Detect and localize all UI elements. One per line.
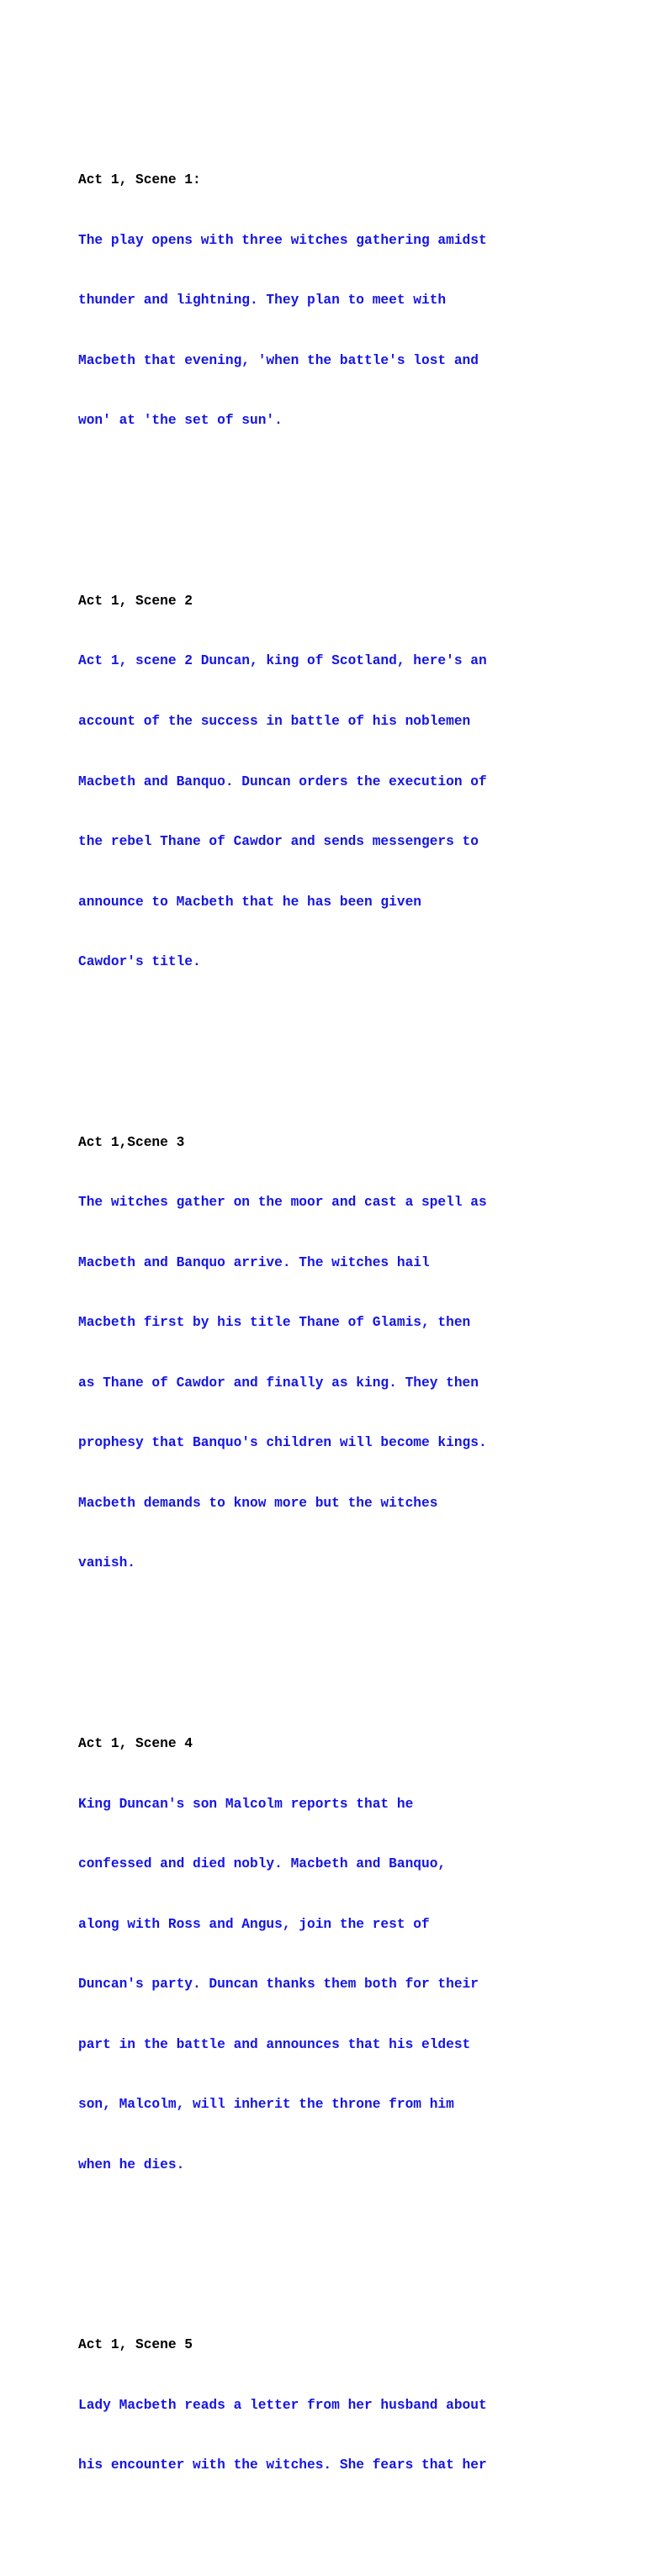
scene-heading: Act 1, Scene 5 (78, 2337, 193, 2353)
scene-heading: Act 1,Scene 3 (78, 1134, 185, 1150)
scene-section-3 (78, 1093, 633, 1614)
summary-line: announce to Macbeth that he has been given (78, 894, 421, 910)
scene-heading: Act 1, Scene 1: (78, 172, 201, 188)
summary-line: along with Ross and Angus, join the rest of (78, 1916, 430, 1932)
summary-line: vanish. (78, 1555, 135, 1571)
summary-line: King Duncan's son Malcolm reports that he (78, 1796, 414, 1812)
scene-heading: Act 1, Scene 4 (78, 1736, 193, 1752)
scene-section-1 (78, 131, 633, 472)
scene-section-2 (78, 552, 633, 1012)
summary-line: Lady Macbeth reads a letter from her husband about (78, 2397, 487, 2413)
scene-section-5 (78, 2296, 633, 2516)
summary-line: Macbeth that evening, 'when the battle's lost and (78, 352, 479, 368)
summary-line: account of the success in battle of his noblemen (78, 714, 471, 729)
summary-line: part in the battle and announces that his eldest (78, 2036, 471, 2052)
summary-line: son, Malcolm, will inherit the throne from him (78, 2097, 454, 2113)
summary-line: Macbeth and Banquo arrive. The witches hail (78, 1254, 430, 1270)
summary-line: Macbeth and Banquo. Duncan orders the execution of (78, 773, 487, 789)
summary-line: Cawdor's title. (78, 954, 201, 970)
summary-line: prophesy that Banquo's children will become kings. (78, 1435, 487, 1451)
scene-section-4 (78, 1694, 633, 2215)
summary-line: confessed and died nobly. Macbeth and Banquo, (78, 1856, 447, 1872)
summary-line: Act 1, scene 2 Duncan, king of Scotland, here's an (78, 653, 487, 669)
summary-line: when he dies. (78, 2156, 185, 2172)
summary-line: The witches gather on the moor and cast a spell as (78, 1195, 487, 1211)
scene-heading: Act 1, Scene 2 (78, 593, 193, 609)
summary-line: Macbeth first by his title Thane of Glamis, then (78, 1315, 471, 1331)
summary-line: Duncan's party. Duncan thanks them both for their (78, 1977, 479, 1993)
summary-line: as Thane of Cawdor and finally as king. They then (78, 1375, 479, 1391)
summary-line: his encounter with the witches. She fears that her (78, 2457, 487, 2473)
summary-line: The play opens with three witches gathering amidst (78, 232, 487, 248)
summary-line: Macbeth demands to know more but the witches (78, 1495, 438, 1511)
summary-line: the rebel Thane of Cawdor and sends messengers to (78, 834, 479, 850)
document-page (78, 71, 633, 2576)
summary-line: won' at 'the set of sun'. (78, 413, 283, 429)
summary-line: thunder and lightning. They plan to meet with (78, 293, 447, 309)
